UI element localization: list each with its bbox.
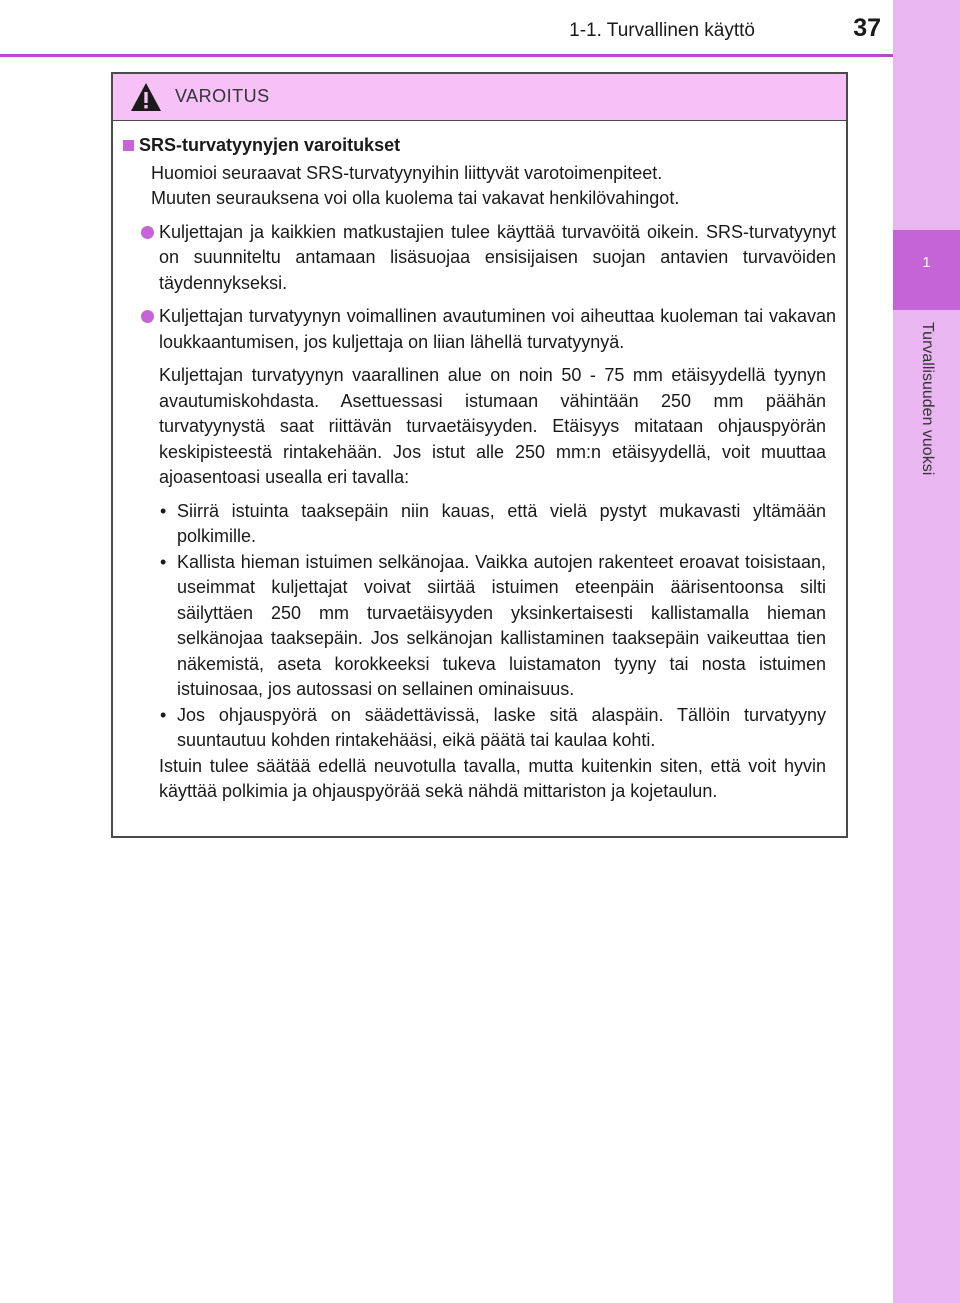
list-item: • Siirrä istuinta taaksepäin niin kauas, että vielä pystyt mukavasti yltämään polkimille. [159,499,826,550]
chapter-number: 1 [893,230,960,310]
section-heading [129,133,836,159]
page-number: 37 [853,14,881,42]
chapter-title: Turvallisuuden vuoksi [919,322,936,476]
warning-box [111,72,848,838]
closing-paragraph: Istuin tulee säätää edellä neuvotulla tavalla, mutta kuitenkin siten, että voit hyvin käyttää polkimia ja ohjauspyörää sekä nähdä mittariston ja kojetaulun. [159,755,826,801]
list-item [129,220,836,297]
list-item: • Kallista hieman istuimen selkänojaa. Vaikka autojen rakenteet eroavat toisistaan, useimmat kuljettajat voivat siirtää istuimen eteenpäin äärisentoonsa silti säilyttäen 250 mm turvaetäisyyden yksinkertaisesti kallistamalla hieman selkänojaa taaksepäin. Jos selkänojan kallistaminen taaksepäin vaikeuttaa tien näkemistä, aseta korokkeeksi tukeva luistamaton tyyny tai nosta istuimen istuinosaa, jos autossasi on sellainen ominaisuus. [159,550,826,703]
intro-line: Huomioi seuraavat SRS-turvatyynyihin liittyvät varotoimenpiteet. [151,162,663,183]
detail-block [129,363,836,805]
page-header [0,0,893,57]
chapter-side-tab [893,0,960,1303]
list-item: • Jos ohjauspyörä on säädettävissä, laske sitä alaspäin. Tällöin turvatyyny suuntautuu kohden rintakehääsi, eikä päätä tai kaulaa kohti. [159,703,826,754]
detail-paragraph: Kuljettajan turvatyynyn vaarallinen alue on noin 50 - 75 mm etäisyydellä tyynyn avautumiskohdasta. Asettuessasi istumaan vähintään 250 mm päähän turvatyynystä saat riittävän turvaetäisyyden. Etäisyys mitataan ohjauspyörän keskipisteestä rintakehään. Jos istut alle 250 mm:n etäisyydellä, voit muuttaa ajoasentoasi usealla eri tavalla: [159,365,826,487]
warning-label: VAROITUS [175,86,270,106]
warning-body [113,121,846,805]
section-heading-text: SRS-turvatyynyjen varoitukset [139,135,401,155]
warning-header [113,74,846,121]
circle-bullet-icon [141,310,154,323]
warning-triangle-icon [129,81,163,113]
circle-bullet-icon [141,226,154,239]
square-bullet-icon [123,140,134,151]
dash-list [159,499,826,754]
intro-paragraph [129,161,836,212]
section-title: 1-1. Turvallinen käyttö [569,20,755,41]
list-item-text: Kuljettajan ja kaikkien matkustajien tulee käyttää turvavöitä oikein. SRS-turvatyynyt on suunniteltu antamaan lisäsuojaa ensisijaisen suojan antavien turvavöiden täydennykseksi. [159,221,836,293]
intro-line: Muuten seurauksena voi olla kuolema tai vakavat henkilövahingot. [151,188,680,208]
list-item [129,304,836,355]
list-item-text: Kuljettajan turvatyynyn voimallinen avautuminen voi aiheuttaa kuoleman tai vakavan loukkaantumisen, jos kuljettaja on liian lähellä turvatyynyä. [159,306,836,352]
